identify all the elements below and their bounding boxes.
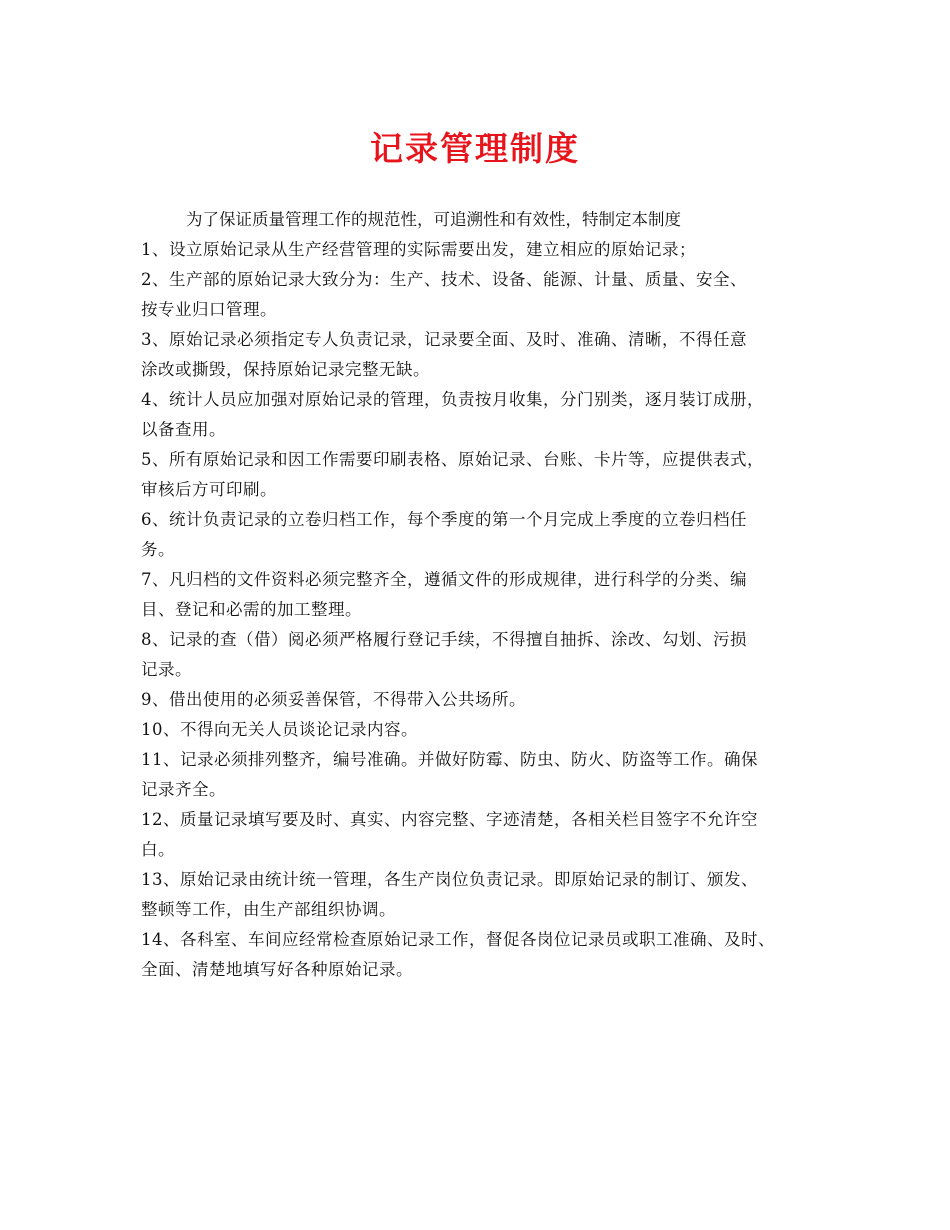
rule-line: 3、原始记录必须指定专人负责记录，记录要全面、及时、准确、清晰，不得任意	[141, 330, 747, 349]
rule-line: 整顿等工作，由生产部组织协调。	[141, 900, 396, 919]
rule-item-12	[141, 805, 841, 865]
rule-item-7	[141, 565, 841, 625]
rule-item-5	[141, 445, 841, 505]
rule-line: 目、登记和必需的加工整理。	[141, 600, 362, 619]
rule-line: 涂改或撕毁，保持原始记录完整无缺。	[141, 360, 430, 379]
rule-line: 以备查用。	[141, 420, 226, 439]
rule-line: 1、设立原始记录从生产经营管理的实际需要出发，建立相应的原始记录；	[141, 240, 696, 259]
rule-item-14	[141, 925, 841, 985]
rule-item-4	[141, 385, 841, 445]
rule-item-2	[141, 265, 841, 325]
intro-paragraph: 为了保证质量管理工作的规范性，可追溯性和有效性，特制定本制度	[186, 210, 681, 229]
document-title: 记录管理制度	[370, 129, 580, 168]
rule-line: 5、所有原始记录和因工作需要印刷表格、原始记录、台账、卡片等，应提供表式，	[141, 450, 764, 469]
rule-line: 6、统计负责记录的立卷归档工作，每个季度的第一个月完成上季度的立卷归档任	[141, 510, 747, 529]
rule-line: 2、生产部的原始记录大致分为：生产、技术、设备、能源、计量、质量、安全、	[141, 270, 747, 289]
rule-line: 审核后方可印刷。	[141, 480, 277, 499]
rule-line: 10、不得向无关人员谈论记录内容。	[141, 720, 418, 739]
rule-line: 11、记录必须排列整齐，编号准确。并做好防霉、防虫、防火、防盗等工作。确保	[141, 750, 758, 769]
rule-line: 8、记录的查（借）阅必须严格履行登记手续，不得擅自抽拆、涂改、勾划、污损	[141, 630, 747, 649]
rule-item-11	[141, 745, 841, 805]
rule-item-10	[141, 715, 841, 745]
rule-line: 12、质量记录填写要及时、真实、内容完整、字迹清楚，各相关栏目签字不允许空	[141, 810, 758, 829]
rule-line: 4、统计人员应加强对原始记录的管理，负责按月收集，分门别类，逐月装订成册，	[141, 390, 764, 409]
rule-item-1	[141, 235, 841, 265]
rule-item-13	[141, 865, 841, 925]
rule-line: 13、原始记录由统计统一管理，各生产岗位负责记录。即原始记录的制订、颁发、	[141, 870, 758, 889]
rule-line: 记录齐全。	[141, 780, 226, 799]
rule-line: 9、借出使用的必须妥善保管，不得带入公共场所。	[141, 690, 526, 709]
rule-line: 白。	[141, 840, 175, 859]
rule-item-9	[141, 685, 841, 715]
rule-line: 全面、清楚地填写好各种原始记录。	[141, 960, 413, 979]
document-body	[141, 205, 841, 985]
rule-line: 按专业归口管理。	[141, 300, 277, 319]
rule-item-8	[141, 625, 841, 685]
rule-line: 记录。	[141, 660, 192, 679]
rule-item-6	[141, 505, 841, 565]
rule-item-3	[141, 325, 841, 385]
rule-line: 7、凡归档的文件资料必须完整齐全，遵循文件的形成规律，进行科学的分类、编	[141, 570, 747, 589]
rule-line: 14、各科室、车间应经常检查原始记录工作，督促各岗位记录员或职工准确、及时、	[141, 930, 775, 949]
rule-line: 务。	[141, 540, 175, 559]
